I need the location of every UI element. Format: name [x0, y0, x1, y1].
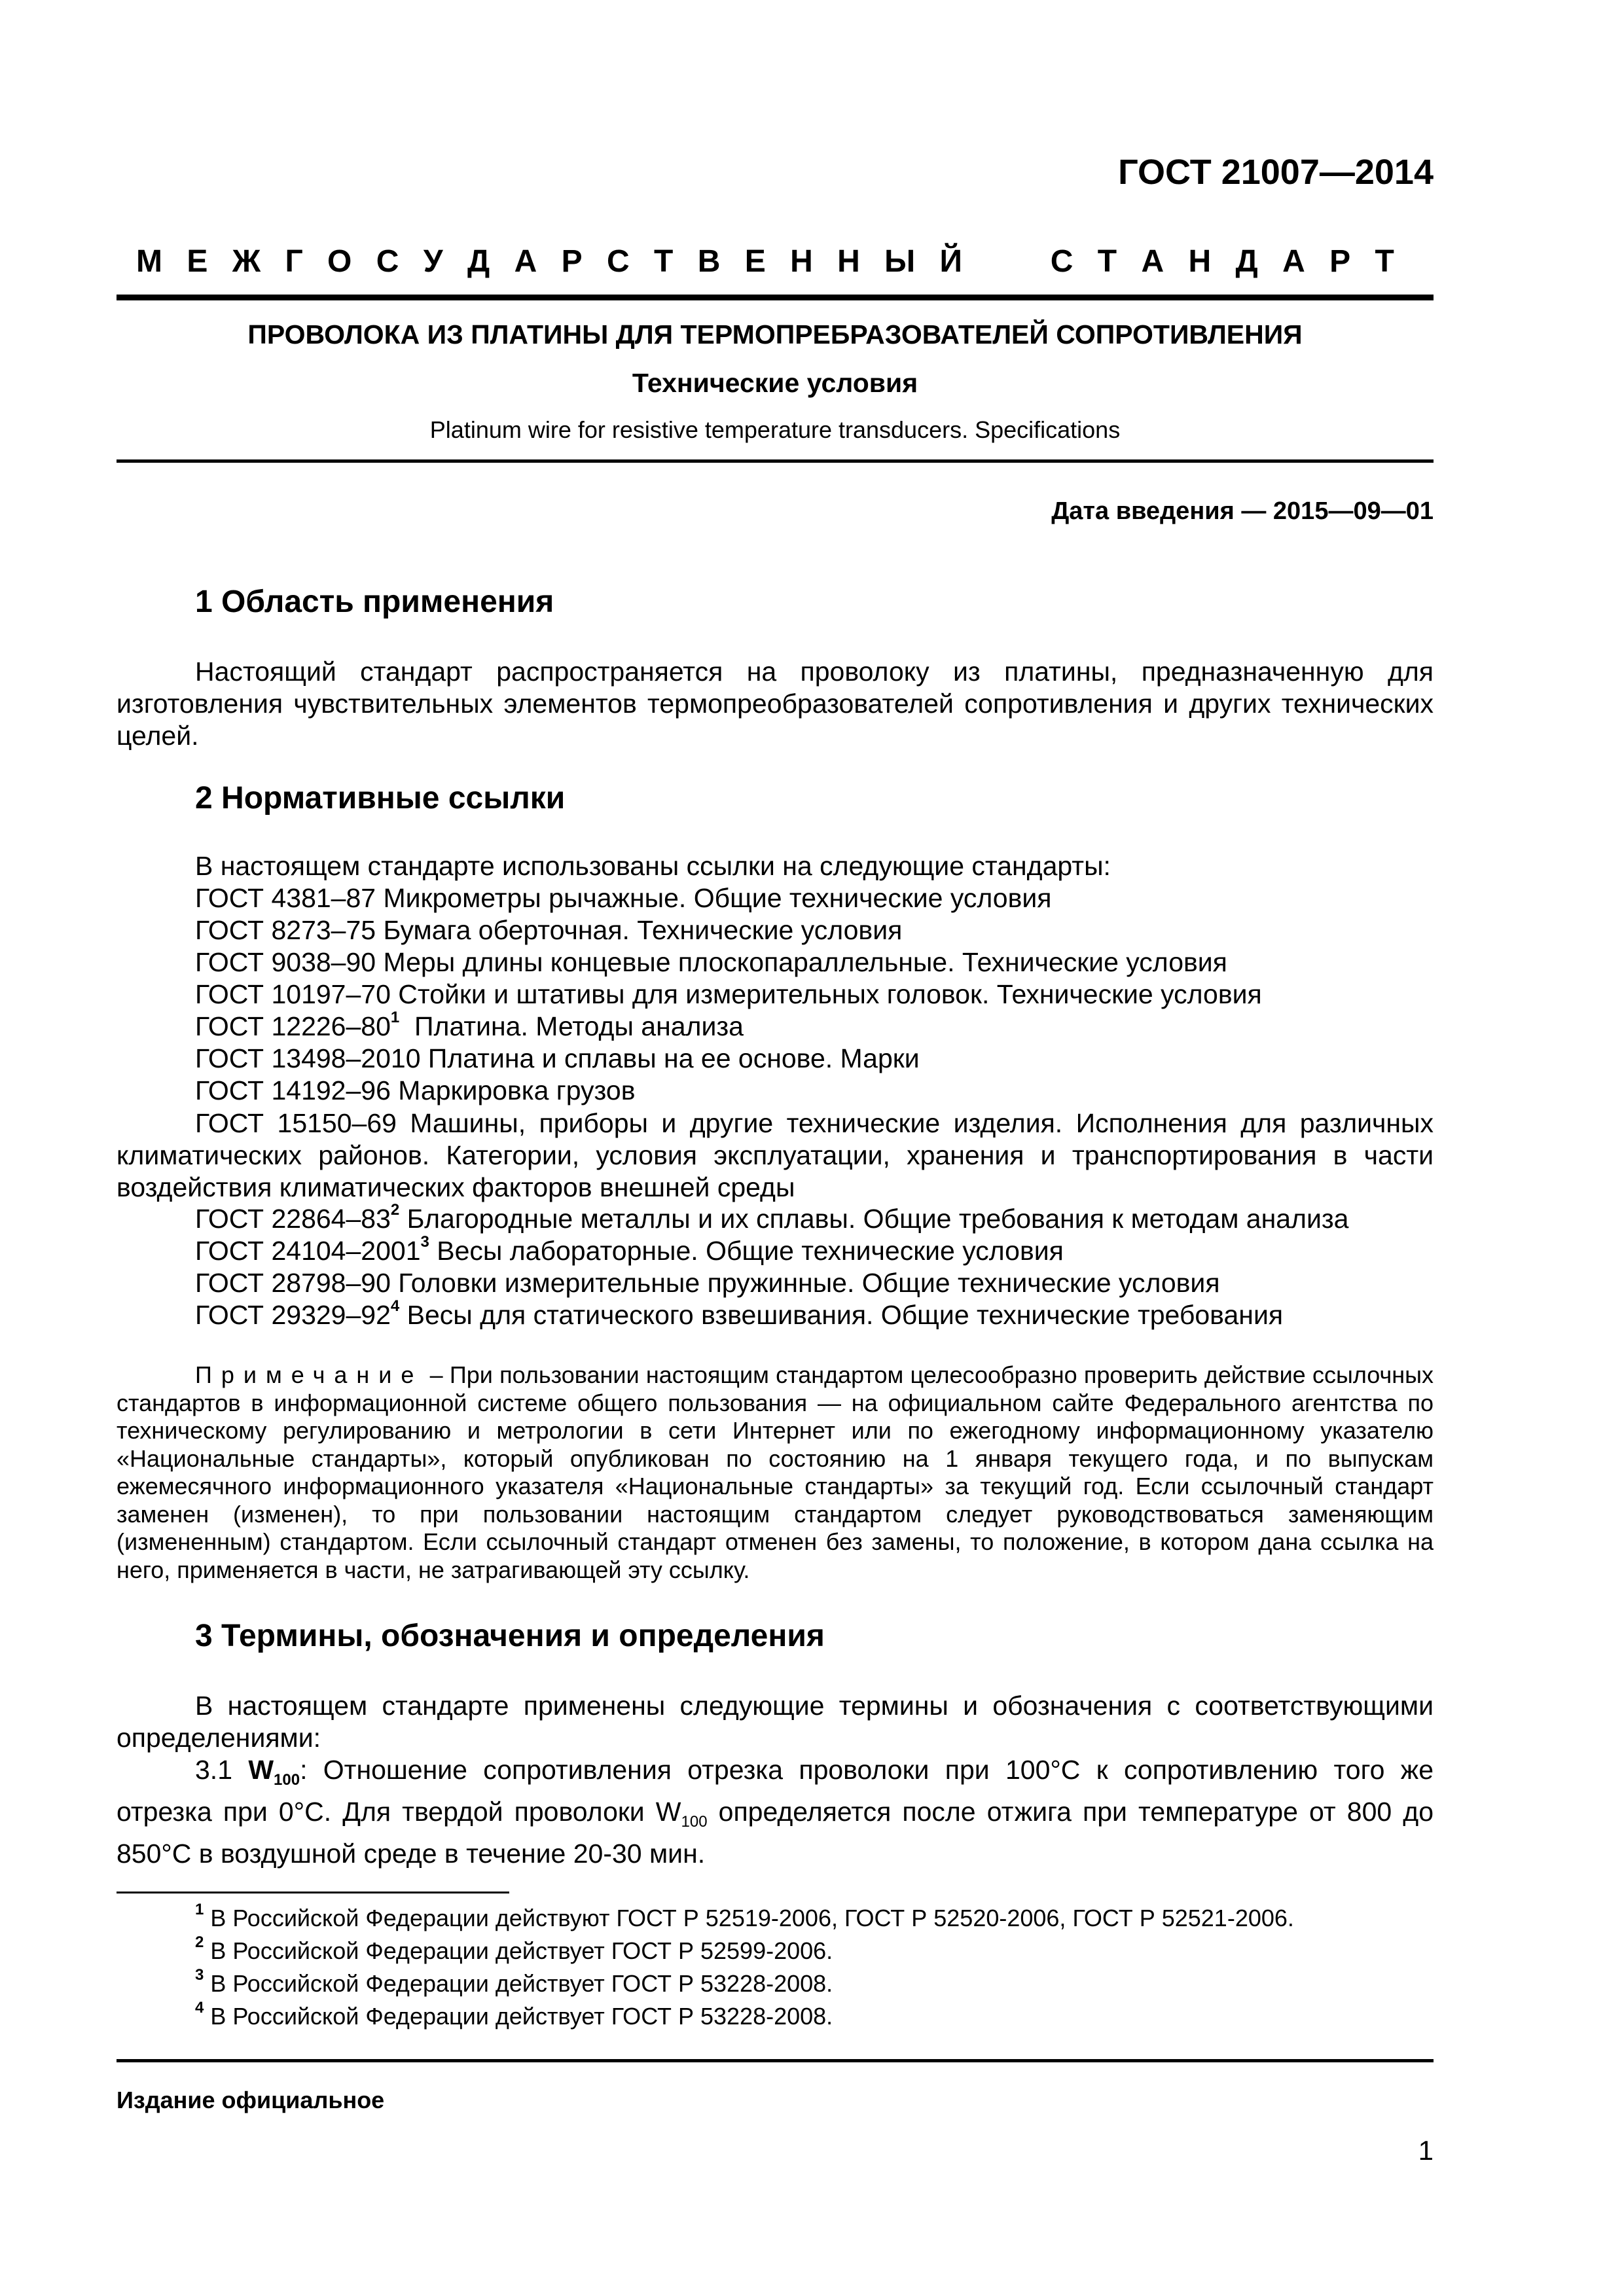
- banner-letter: Й: [939, 244, 963, 279]
- title-divider: [117, 459, 1434, 463]
- definition-text: : Отношение сопротивления отрезка проволоки при 100°С к сопротивлению того же отрезка при 0°С. Для твердой проволоки W: [117, 1755, 1434, 1827]
- reference-item: [195, 1297, 1284, 1331]
- note-label: Примечание: [195, 1361, 424, 1388]
- banner-letter: Р: [561, 244, 583, 279]
- footnote-number: 1: [195, 1901, 204, 1918]
- section-heading: 1 Область применения: [195, 584, 554, 619]
- footnote: [195, 1966, 833, 1998]
- reference-title: Весы лабораторные. Общие технические условия: [429, 1236, 1064, 1266]
- banner-letter: Н: [790, 244, 813, 279]
- section-heading: 3 Термины, обозначения и определения: [195, 1619, 825, 1653]
- introduction-date: Дата введения — 2015—09—01: [1051, 497, 1434, 525]
- document-number: ГОСТ 21007—2014: [1118, 152, 1434, 192]
- reference-item: ГОСТ 13498–2010 Платина и сплавы на ее основе. Марки: [195, 1043, 920, 1073]
- note-block: [117, 1361, 1434, 1584]
- section-heading: 2 Нормативные ссылки: [195, 781, 566, 816]
- footnote: [195, 1999, 833, 2030]
- definition-term-subscript: 100: [274, 1771, 300, 1789]
- banner-letter: Д: [467, 244, 490, 279]
- banner-letter: С: [376, 244, 399, 279]
- banner-letter: Д: [1235, 244, 1258, 279]
- banner-letter: А: [514, 244, 537, 279]
- footnote: [195, 1901, 1294, 1932]
- footnote-text: В Российской Федерации действуют ГОСТ Р 52519-2006, ГОСТ Р 52520-2006, ГОСТ Р 52521-2006.: [204, 1905, 1294, 1931]
- footnote-ref: 2: [390, 1201, 400, 1219]
- banner-gap: [986, 243, 1026, 279]
- section-paragraph: Настоящий стандарт распространяется на проволоку из платины, предназначенную для изготовления чувствительных элементов термопреобразователей сопротивления и других технических целей.: [117, 656, 1434, 751]
- banner-letter: Г: [285, 244, 303, 279]
- reference-item: ГОСТ 4381–87 Микрометры рычажные. Общие технические условия: [195, 883, 1052, 913]
- banner-letter: А: [1282, 244, 1305, 279]
- footnote-number: 2: [195, 1933, 204, 1951]
- banner-letter: Н: [837, 244, 860, 279]
- definition-paragraph: [117, 1754, 1434, 1870]
- banner-letter: Р: [1329, 244, 1351, 279]
- banner-letter: Т: [1375, 244, 1394, 279]
- reference-item: ГОСТ 28798–90 Головки измерительные пружинные. Общие технические условия: [195, 1268, 1220, 1298]
- footnote-text: В Российской Федерации действует ГОСТ Р 52599-2006.: [204, 1937, 833, 1964]
- banner-letter: У: [423, 244, 443, 279]
- document-subtitle: Технические условия: [632, 368, 918, 398]
- banner-letter: А: [1141, 244, 1164, 279]
- reference-code: ГОСТ 29329–92: [195, 1300, 391, 1330]
- reference-title: Весы для статического взвешивания. Общие технические требования: [399, 1300, 1284, 1330]
- refs-intro: В настоящем стандарте использованы ссылки на следующие стандарты:: [195, 851, 1111, 881]
- official-edition-label: Издание официальное: [117, 2087, 385, 2113]
- footnote-text: В Российской Федерации действует ГОСТ Р 53228-2008.: [204, 1970, 833, 1997]
- page-number: 1: [1418, 2135, 1434, 2166]
- note-text: – При пользовании настоящим стандартом целесообразно проверить действие ссылочных стандартов в информационной системе общего пользования — на официальном сайте Федерального агентства по техническому регулированию и метрологии в сети Интернет или по ежегодному информационному указателю «Национальные стандарты», который опубликован по состоянию на 1 января текущего года, и по выпускам ежемесячного информационного указателя «Национальные стандарты» за текущий год. Если ссылочный стандарт заменен (изменен), то при пользовании настоящим стандартом следует руководствоваться заменяющим (измененным) стандартом. Если ссылочный стандарт отменен без замены, то положение, в котором дана ссылка на него, применяется в части, не затрагивающей эту ссылку.: [117, 1361, 1434, 1583]
- reference-item: ГОСТ 8273–75 Бумага оберточная. Технические условия: [195, 915, 903, 945]
- banner-letter: Ж: [232, 244, 261, 279]
- banner-letter: С: [606, 244, 630, 279]
- reference-item: ГОСТ 10197–70 Стойки и штативы для измерительных головок. Технические условия: [195, 979, 1262, 1009]
- banner-letter: Ы: [884, 244, 916, 279]
- banner-letter: Е: [187, 244, 208, 279]
- header-divider-thick: [117, 295, 1434, 300]
- reference-item: [195, 1201, 1349, 1234]
- banner-letter: Е: [744, 244, 766, 279]
- reference-title: Платина. Методы анализа: [399, 1011, 744, 1041]
- footnote-ref: 3: [420, 1233, 429, 1251]
- footnote-number: 3: [195, 1966, 204, 1984]
- banner-letter: Т: [1097, 244, 1117, 279]
- section-paragraph: В настоящем стандарте применены следующие термины и обозначения с соответствующими определениями:: [117, 1691, 1434, 1753]
- footer-divider: [117, 2059, 1434, 2062]
- reference-code: ГОСТ 24104–2001: [195, 1236, 421, 1266]
- footnote-text: В Российской Федерации действует ГОСТ Р 53228-2008.: [204, 2003, 833, 2030]
- reference-code: ГОСТ 22864–83: [195, 1204, 391, 1234]
- banner-letter: О: [327, 244, 352, 279]
- reference-item: ГОСТ 15150–69 Машины, приборы и другие технические изделия. Исполнения для различных климатических районов. Категории, условия эксплуатации, хранения и транспортирования в части воздействия климатических факторов внешней среды: [117, 1108, 1434, 1202]
- definition-text: определяется после отжига при температуре от 800 до 850°С в воздушной среде в течение 20-30 мин.: [117, 1797, 1434, 1869]
- banner-letter: В: [697, 244, 721, 279]
- english-title: Platinum wire for resistive temperature transducers. Specifications: [429, 416, 1121, 443]
- footnote-ref: 1: [390, 1009, 400, 1026]
- banner-letter: М: [136, 244, 162, 279]
- definition-number: 3.1: [195, 1755, 249, 1785]
- document-title: ПРОВОЛОКА ИЗ ПЛАТИНЫ ДЛЯ ТЕРМОПРЕБРАЗОВАТЕЛЕЙ СОПРОТИВЛЕНИЯ: [247, 319, 1303, 350]
- footnote-ref: 4: [390, 1297, 400, 1315]
- definition-subscript: 100: [681, 1813, 708, 1831]
- footnote: [195, 1933, 833, 1965]
- reference-item: ГОСТ 14192–96 Маркировка грузов: [195, 1075, 636, 1105]
- banner-letter: С: [1050, 244, 1074, 279]
- standard-type-banner: [117, 243, 1434, 279]
- reference-item: ГОСТ 9038–90 Меры длины концевые плоскопараллельные. Технические условия: [195, 947, 1227, 977]
- reference-item: [195, 1011, 744, 1042]
- footnote-separator: [117, 1892, 509, 1893]
- definition-term: W: [248, 1755, 274, 1785]
- banner-letter: Н: [1188, 244, 1212, 279]
- reference-title: Благородные металлы и их сплавы. Общие требования к методам анализа: [399, 1204, 1349, 1234]
- footnote-number: 4: [195, 1999, 204, 2017]
- reference-item: [195, 1233, 1064, 1266]
- reference-code: ГОСТ 12226–80: [195, 1011, 391, 1041]
- banner-letter: Т: [654, 244, 674, 279]
